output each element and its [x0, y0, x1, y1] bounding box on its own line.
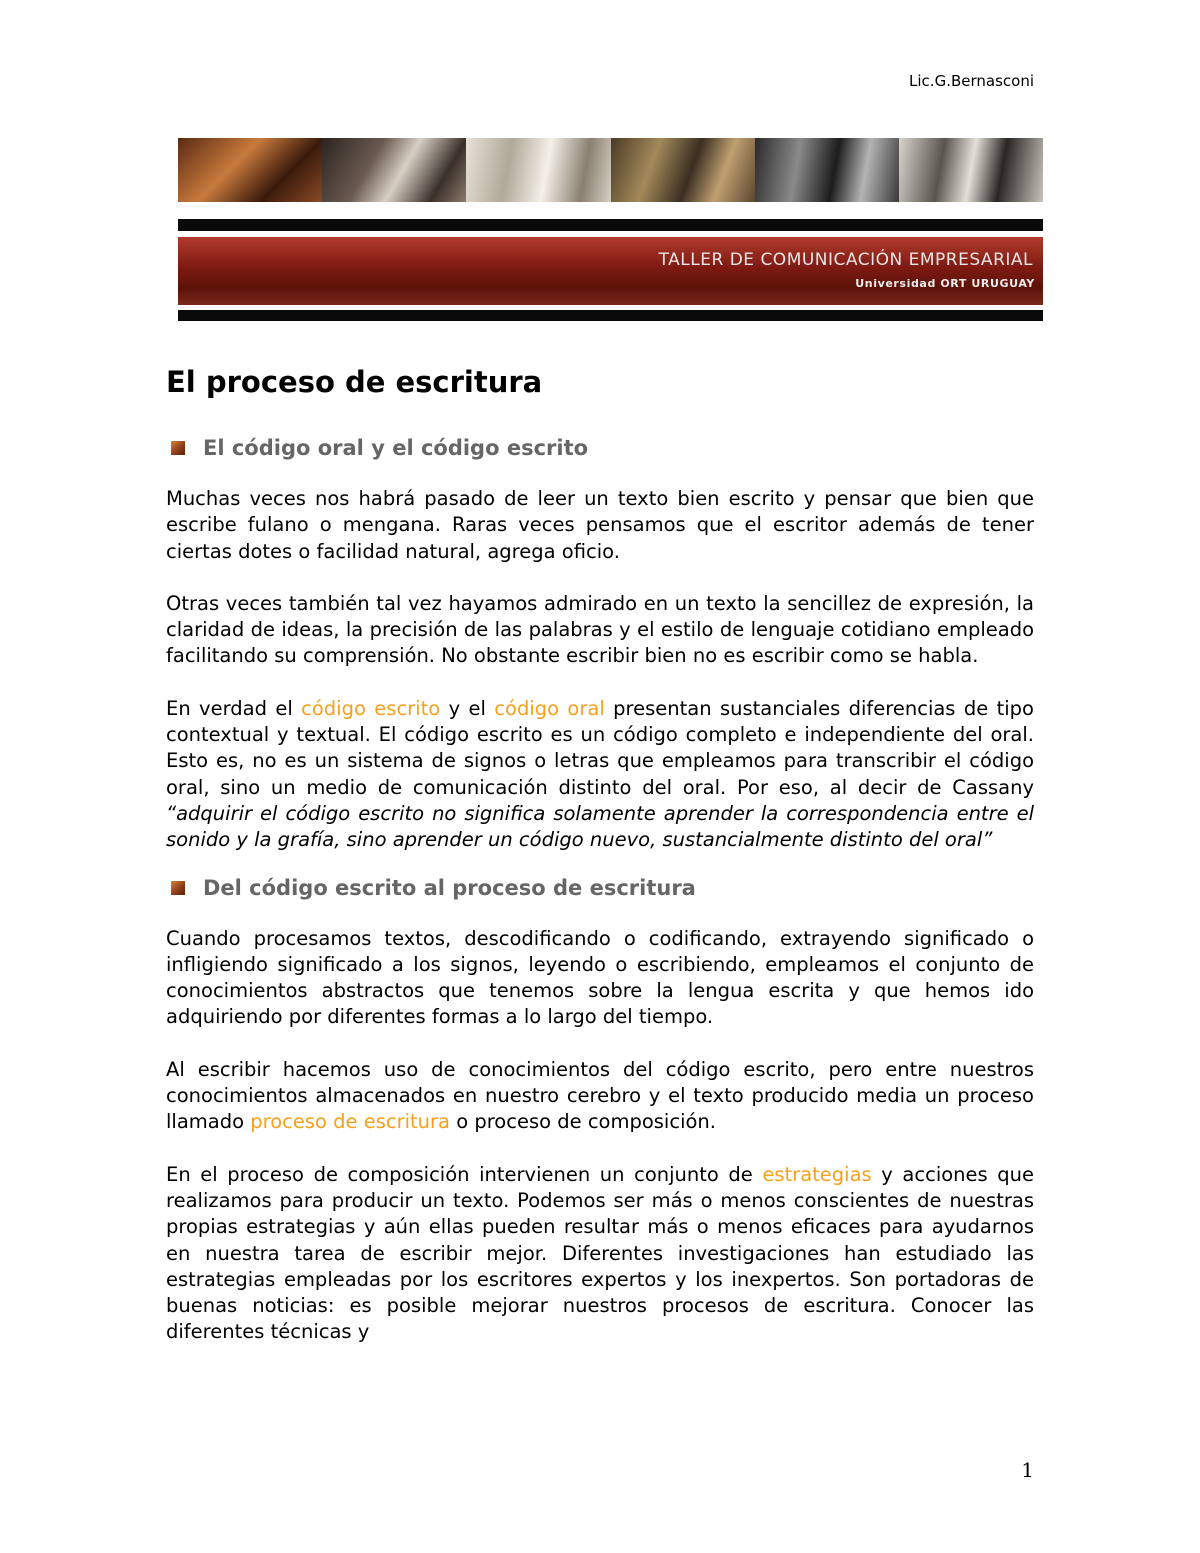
photo-meeting-hands [178, 138, 322, 202]
document-title: El proceso de escritura [166, 365, 543, 399]
document-body [166, 360, 1034, 1346]
highlight-proceso-de-escritura: proceso de escritura [250, 1110, 451, 1134]
header-photo-strip [178, 138, 1043, 202]
section-heading-2 [166, 876, 1034, 900]
cassany-quote: “adquirir el código escrito no significa solamente aprender la correspondencia entre el sonido y la grafía, sino aprender un código nuevo, sustancialmente distinto del oral” [166, 801, 1034, 852]
paragraph: En verdad el código escrito y el código oral presentan sustanciales diferencias de tipo contextual y textual. El código escrito es un código completo e independiente del oral. Esto es, no es un sistema de signos o letras que empleamos para transcribir el código oral, sino un medio de comunicación distinto del oral. Por eso, al decir de Cassany “adquirir el código escrito no significa solamente aprender la correspondencia entre el sonido y la grafía, sino aprender un código nuevo, sustancialmente distinto del oral” [166, 696, 1034, 852]
photo-documents [466, 138, 610, 202]
square-bullet-icon [171, 441, 185, 455]
banner-title: TALLER DE COMUNICACIÓN EMPRESARIAL [658, 250, 1033, 270]
course-banner [178, 237, 1043, 305]
highlight-codigo-oral: código oral [494, 696, 605, 720]
divider-bar-bottom [178, 310, 1043, 321]
divider-bar-top [178, 219, 1043, 231]
section-heading-1 [166, 436, 1034, 460]
author-name: Lic.G.Bernasconi [909, 72, 1034, 90]
photo-writing-desk [322, 138, 466, 202]
paragraph: En el proceso de composición intervienen un conjunto de estrategias y acciones que realizamos para producir un texto. Podemos ser más o menos conscientes de nuestras propias estrategias y aún ellas pueden resultar más o menos eficaces para ayudarnos en nuestra tarea de escribir mejor. Diferentes investigaciones han estudiado las estrategias empleadas por los escritores expertos y los inexpertos. Son portadoras de buenas noticias: es posible mejorar nuestros procesos de escritura. Conocer las diferentes técnicas y [166, 1162, 1035, 1344]
paragraph: Al escribir hacemos uso de conocimientos del código escrito, pero entre nuestros conocimientos almacenados en nuestro cerebro y el texto producido media un proceso llamado proceso de escritura o proceso de composición. [166, 1057, 1034, 1134]
photo-office-workers [755, 138, 899, 202]
highlight-codigo-escrito: código escrito [301, 696, 441, 720]
photo-business-people [899, 138, 1043, 202]
paragraph: Otras veces también tal vez hayamos admirado en un texto la sencillez de expresión, la claridad de ideas, la precisión de las palabras y el estilo de lenguaje cotidiano empleado facilitando su comprensión. No obstante escribir bien no es escribir como se habla. [166, 591, 1034, 668]
highlight-estrategias: estrategias [762, 1162, 872, 1186]
section-heading-2-text: Del código escrito al proceso de escritura [203, 875, 696, 900]
square-bullet-icon [171, 881, 185, 895]
section-heading-1-text: El código oral y el código escrito [203, 436, 589, 460]
page-number: 1 [1021, 1458, 1034, 1482]
photo-conference-room [611, 138, 755, 202]
banner-subtitle: Universidad ORT URUGUAY [855, 277, 1035, 290]
paragraph: Muchas veces nos habrá pasado de leer un texto bien escrito y pensar que bien que escribe fulano o mengana. Raras veces pensamos que el escritor además de tener ciertas dotes o facilidad natural, agrega oficio. [166, 487, 1034, 563]
paragraph: Cuando procesamos textos, descodificando o codificando, extrayendo significado o infligiendo significado a los signos, leyendo o escribiendo, empleamos el conjunto de conocimientos abstractos que tenemos sobre la lengua escrita y que hemos ido adquiriendo por diferentes formas a lo largo del tiempo. [166, 926, 1034, 1029]
